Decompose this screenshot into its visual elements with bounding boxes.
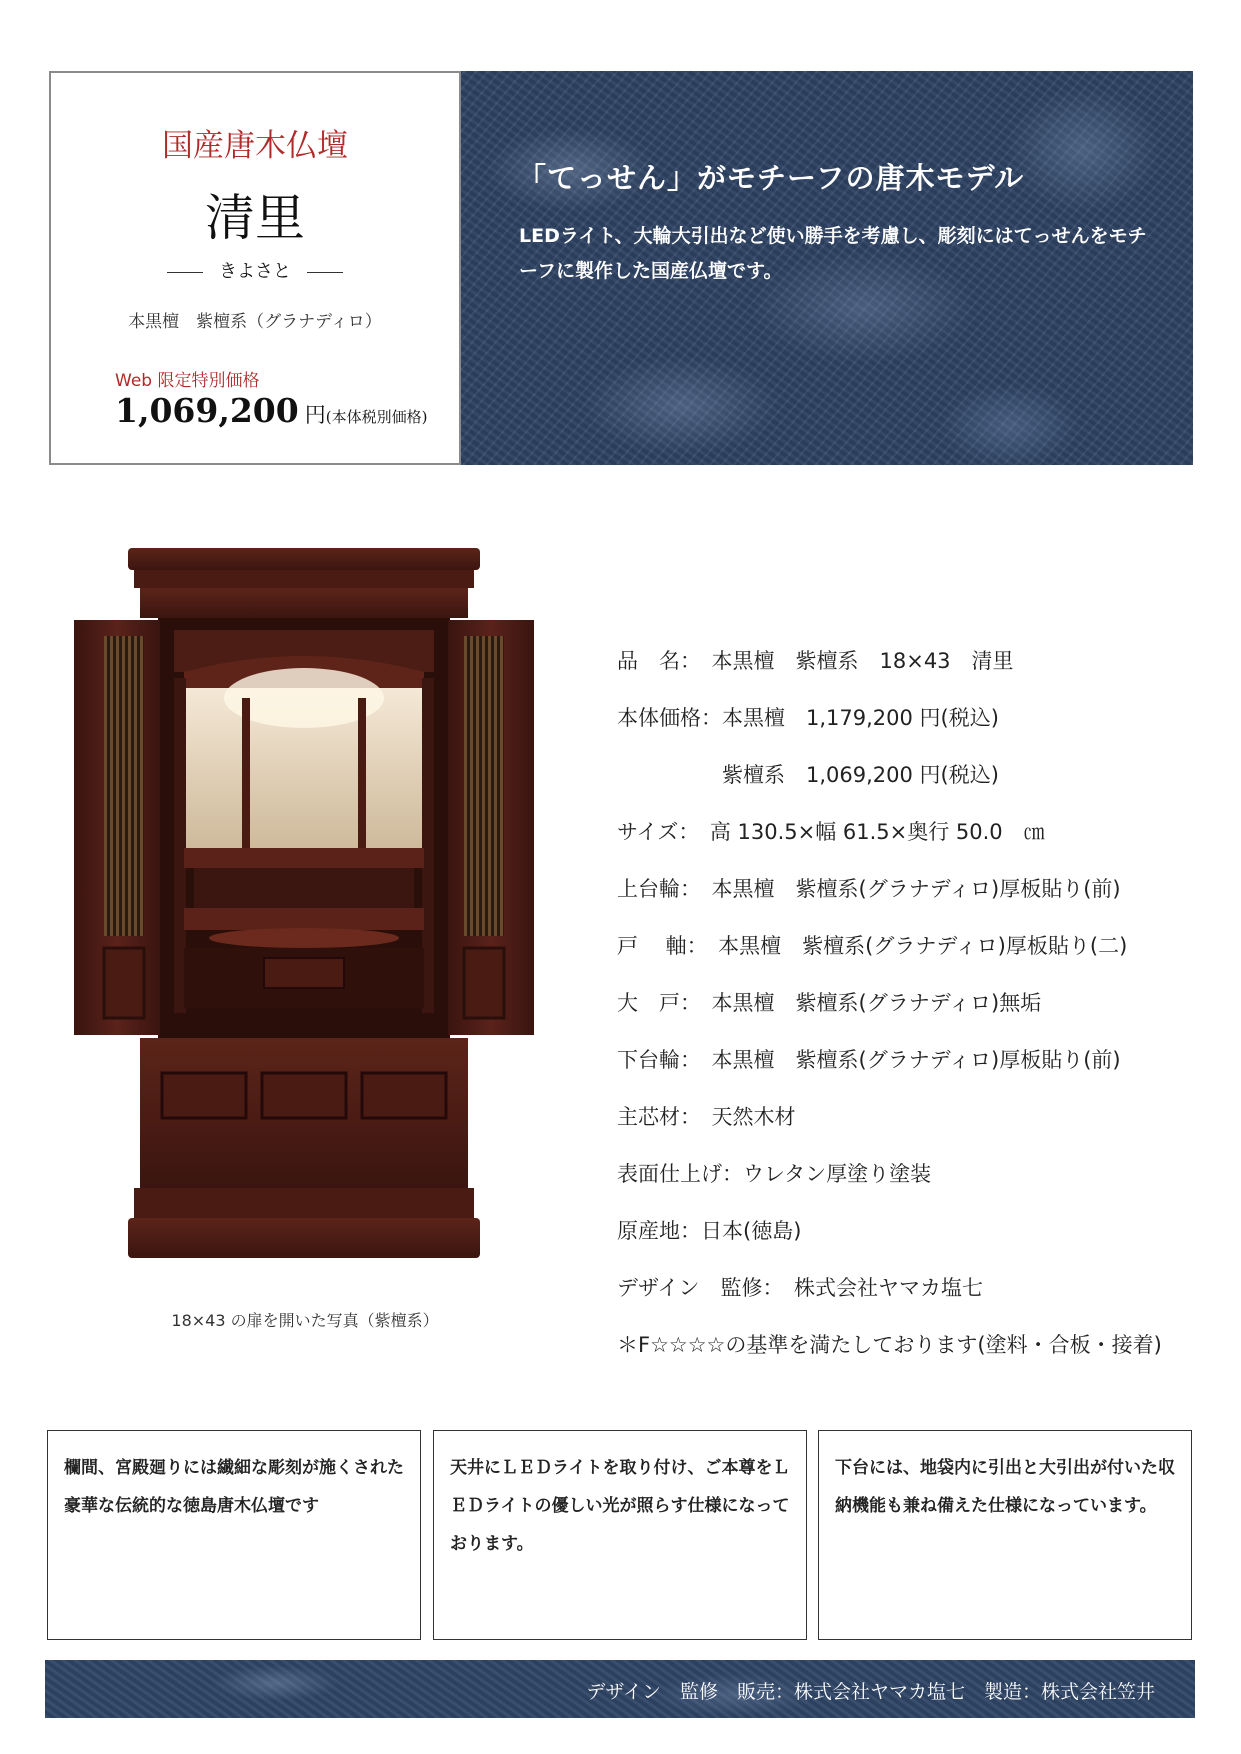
- price-value: 1,069,200: [115, 391, 299, 430]
- product-reading: [51, 257, 459, 283]
- butsudan-photo: [74, 548, 534, 1293]
- crown-middle: [134, 570, 474, 588]
- spec-item-door-axis: 戸 軸： 本黒檀 紫檀系(グラナディロ)厚板貼り(二): [617, 934, 1128, 958]
- altar-table: [209, 928, 399, 948]
- product-name: 清里: [205, 189, 305, 247]
- right-door-lower: [464, 948, 504, 1018]
- spec-item-finish: 表面仕上げ：ウレタン厚塗り塗装: [617, 1162, 932, 1186]
- spec-item-price-2: 紫檀系 1,069,200 円(税込): [617, 763, 999, 787]
- footer-bar: [45, 1660, 1195, 1718]
- spec-item-main-door: 大 戸： 本黒檀 紫檀系(グラナディロ)無垢: [617, 991, 1042, 1015]
- spec-item-origin: 原産地：日本(徳島): [617, 1219, 802, 1243]
- spec-item-size: サイズ： 高 130.5×幅 61.5×奥行 50.0 ㎝: [617, 820, 1045, 844]
- crown-top: [128, 548, 480, 570]
- feature-box-carving: 欄間、宮殿廻りには繊細な彫刻が施くされた豪華な伝統的な徳島唐木仏壇です: [47, 1430, 421, 1640]
- web-price-label: Web 限定特別価格: [115, 371, 260, 391]
- price-yen: 円: [304, 403, 326, 427]
- product-category: 国産唐木仏壇: [162, 128, 348, 164]
- divider-left: [167, 272, 203, 273]
- drawer-2: [262, 1073, 346, 1118]
- base-top: [134, 1188, 474, 1218]
- left-door-lower: [104, 948, 144, 1018]
- hero-headline: 「てっせん」がモチーフの唐木モデル: [517, 161, 1025, 195]
- hero-panel: [461, 71, 1193, 465]
- left-door-panel: [104, 636, 144, 936]
- feature-box-storage: 下台には、地袋内に引出と大引出が付いた収納機能も兼ね備えた仕様になっています。: [818, 1430, 1192, 1640]
- spec-item-price: 本体価格：本黒檀 1,179,200 円(税込): [617, 706, 999, 730]
- footer-text: デザイン 監修 販売：株式会社ヤマカ塩七 製造：株式会社笠井: [586, 1681, 1155, 1703]
- drawer-3: [362, 1073, 446, 1118]
- feature-box-led: 天井にＬＥＤライトを取り付け、ご本尊をＬＥＤライトの優しい光が照らす仕様になっております。: [433, 1430, 807, 1640]
- spec-item-core: 主芯材： 天然木材: [617, 1105, 796, 1129]
- spec-item-upper-frame: 上台輪： 本黒檀 紫檀系(グラナディロ)厚板貼り(前): [617, 877, 1121, 901]
- drawer-1: [162, 1073, 246, 1118]
- spec-list: [617, 648, 1217, 1389]
- reading-text: きよさと: [219, 261, 291, 282]
- spec-item-standard: ＊F☆☆☆☆の基準を満たしております(塗料・合板・接着): [617, 1333, 1162, 1357]
- altar-tier-1: [184, 848, 424, 868]
- altar-tier-3: [184, 908, 424, 930]
- spec-item-name: 品 名： 本黒檀 紫檀系 18×43 清里: [617, 649, 1014, 673]
- base-bottom: [128, 1218, 480, 1258]
- photo-caption: 18×43 の扉を開いた写真（紫檀系）: [171, 1311, 439, 1330]
- product-title-box: [49, 71, 461, 465]
- price-note: (本体税別価格): [325, 408, 428, 426]
- spec-item-lower-frame: 下台輪： 本黒檀 紫檀系(グラナディロ)厚板貼り(前): [617, 1048, 1121, 1072]
- altar-drawer: [264, 958, 344, 988]
- price-line: [115, 391, 427, 430]
- divider-right: [307, 272, 343, 273]
- hero-body: LEDライト、大輪大引出など使い勝手を考慮し、彫刻にはてっせんをモチーフに製作した国産仏壇です。: [519, 225, 1147, 282]
- product-material: 本黒檀 紫檀系（グラナディロ）: [128, 312, 382, 332]
- right-door-panel: [464, 636, 504, 936]
- pillar-3: [242, 698, 250, 853]
- altar-tier-2: [194, 868, 414, 908]
- pillar-4: [358, 698, 366, 853]
- spec-item-design: デザイン 監修： 株式会社ヤマカ塩七: [617, 1276, 984, 1300]
- crown-lower: [140, 588, 468, 618]
